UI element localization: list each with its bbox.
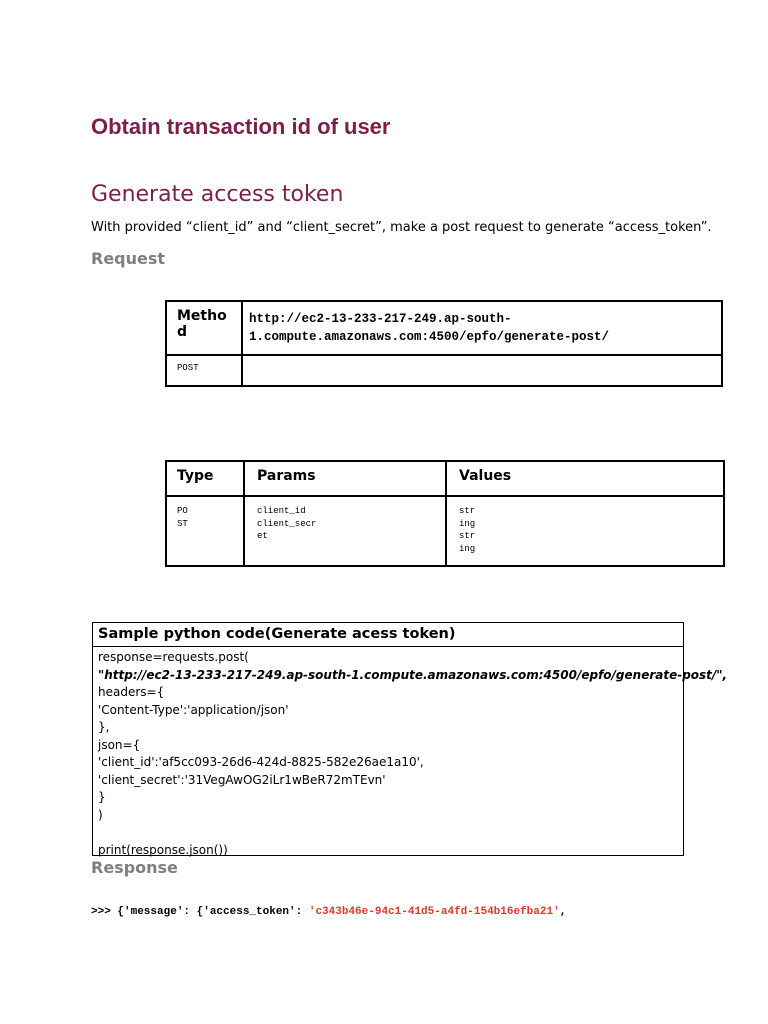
type-header: Type xyxy=(166,461,244,496)
code-sample-header: Sample python code(Generate acess token) xyxy=(93,623,683,647)
values-cell xyxy=(446,496,724,566)
code-line: }, xyxy=(98,720,110,734)
response-output xyxy=(91,906,566,918)
code-line: json={ xyxy=(98,737,141,752)
section-title: Generate access token xyxy=(91,182,344,207)
type-line: ST xyxy=(177,518,188,529)
url-line-2: 1.compute.amazonaws.com:4500/epfo/generate-post/ xyxy=(249,330,610,344)
response-prefix: >>> {'message': {'access_token': xyxy=(91,906,309,918)
code-line: print(response.json()) xyxy=(98,842,228,857)
code-line: 'client_secret':'31VegAwOG2iLr1wBeR72mTEvn' xyxy=(98,772,386,787)
code-line: 'Content-Type':'application/json' xyxy=(98,702,289,717)
code-sample-body xyxy=(93,647,728,861)
code-line: } xyxy=(98,790,106,804)
access-token-value: 'c343b46e-94c1-41d5-a4fd-154b16efba21' xyxy=(308,906,560,918)
code-line: 'client_id':'af5cc093-26d6-424d-8825-582e26ae1a10', xyxy=(98,755,424,769)
params-header: Params xyxy=(244,461,446,496)
method-header-cell xyxy=(166,301,242,355)
code-sample-box xyxy=(92,622,728,857)
method-value: POST xyxy=(177,363,199,373)
request-heading: Request xyxy=(91,249,166,268)
param-line: client_id xyxy=(257,506,306,516)
method-value-cell xyxy=(166,355,242,386)
params-cell xyxy=(244,496,446,566)
method-table xyxy=(165,300,723,387)
code-line: headers={ xyxy=(98,685,165,699)
method-header-line-1: Metho xyxy=(177,308,227,324)
values-header: Values xyxy=(446,461,724,496)
param-line: et xyxy=(257,531,268,541)
url-line-1: http://ec2-13-233-217-249.ap-south- xyxy=(249,312,512,326)
method-header-line-2: d xyxy=(177,324,188,340)
code-line-blank xyxy=(98,824,678,842)
params-table xyxy=(165,460,725,567)
code-line: response=requests.post( xyxy=(98,650,249,664)
value-line: ing xyxy=(459,543,476,554)
intro-text: With provided “client_id” and “client_secret”, make a post request to generate “access_token”. xyxy=(91,220,712,235)
response-heading: Response xyxy=(91,858,178,877)
value-line: str xyxy=(459,506,476,516)
page-title: Obtain transaction id of user xyxy=(91,114,391,139)
code-line: ) xyxy=(98,807,103,822)
url-cell xyxy=(242,301,722,355)
code-line-url: "http://ec2-13-233-217-249.ap-south-1.compute.amazonaws.com:4500/epfo/generate-post/", xyxy=(98,667,728,682)
param-line: client_secr xyxy=(257,518,317,529)
type-line: PO xyxy=(177,506,188,516)
response-suffix: , xyxy=(559,906,567,918)
value-line: ing xyxy=(459,518,476,529)
type-cell xyxy=(166,496,244,566)
empty-cell xyxy=(242,355,722,386)
value-line: str xyxy=(459,531,476,541)
